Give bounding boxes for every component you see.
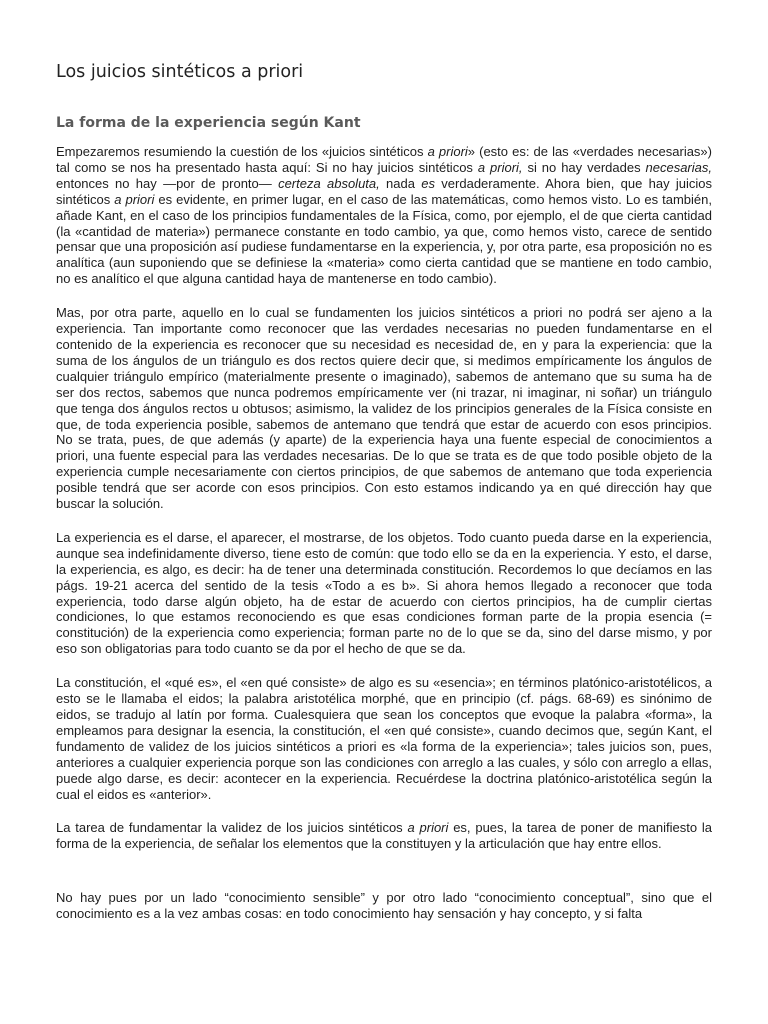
text-run: Mas, por otra parte, aquello en lo cual se fundamenten los juicios sintéticos a priori no podrá ser ajeno a la experiencia. Tan importante como reconocer que las verdades necesarias no pueden fundamentarse en el contenido de la experiencia es reconocer que su necesidad es necesidad de, en y para la experiencia: que la suma de los ángulos de un triángulo es dos rectos quiere decir que, si medimos empíricamente los ángulos de cualquier triángulo empírico (materialmente presente o imaginado), sabemos de antemano que su suma ha de ser dos rectos, sabemos que nunca podremos empíricamente ver (ni trazar, ni imaginar, ni soñar) un triángulo que tenga dos ángulos rectos u obtusos; asimismo, la validez de los principios generales de la Física consiste en que, de toda experiencia posible, sabemos de antemano que tendrá que estar de acuerdo con esos principios. No se trata, pues, de que además (y aparte) de la experiencia haya una fuente especial de conocimientos a priori, una fuente especial para las verdades necesarias. De lo que se trata es de que todo posible objeto de la experiencia cumple necesariamente con ciertos principios, de que sabemos de antemano que toda experiencia posible tendrá que ser acorde con esos principios. Con esto estamos indicando ya en qué dirección hay que buscar la solución. bbox=[56, 305, 712, 512]
paragraph bbox=[56, 675, 712, 802]
text-run: es, pues, la tarea de poner de manifiesto la forma de la experiencia, de señalar los elementos que la constituyen y la articulación que hay entre ellos. bbox=[56, 820, 712, 852]
italic-text: a priori bbox=[407, 820, 449, 836]
italic-text: es bbox=[421, 175, 435, 191]
italic-text: a priori bbox=[114, 191, 155, 207]
text-run: » (esto es: de las «verdades necesarias») tal como se nos ha presentado hasta aquí: Si no hay juicios sintéticos bbox=[56, 144, 712, 175]
paragraph bbox=[56, 820, 712, 852]
text-run: Empezaremos resumiendo la cuestión de los «juicios sintéticos bbox=[56, 144, 428, 159]
section-heading: La forma de la experiencia según Kant bbox=[56, 115, 361, 131]
text-run: verdaderamente. Ahora bien, que hay juicios sintéticos bbox=[56, 175, 712, 207]
text-run: nada bbox=[379, 175, 422, 191]
italic-text: a priori bbox=[427, 144, 468, 159]
text-run: No hay pues por un lado “conocimiento sensible” y por otro lado “conocimiento conceptual”, sino que el conocimiento es a la vez ambas cosas: en todo conocimiento hay sensación y hay concepto, y si falta bbox=[56, 890, 712, 922]
paragraph bbox=[56, 144, 712, 287]
text-run: La experiencia es el darse, el aparecer, el mostrarse, de los objetos. Todo cuanto pueda darse en la experiencia, aunque sea indefinidamente diverso, tiene esto de común: que todo ello se da en la experiencia. Y esto, el darse, la experiencia, es algo, es decir: ha de tener una determinada constitución. Recordemos lo que decíamos en las págs. 19-21 acerca del sentido de la tesis «Todo a es b». Si ahora hemos llegado a reconocer que toda experiencia, todo darse algún objeto, ha de estar de acuerdo con ciertos principios, ha de cumplir ciertas condiciones, lo que estamos reconociendo es que esas condiciones forman parte de la propia esencia (= constitución) de la experiencia como experiencia; forman parte no de lo que se da, sino del darse mismo, y por eso son obligatorias para todo cuanto se da por el hecho de que se da. bbox=[56, 529, 712, 657]
paragraph bbox=[56, 305, 712, 512]
italic-text: necesarias, bbox=[645, 159, 712, 175]
text-run: entonces no hay —por de pronto— bbox=[56, 175, 279, 191]
document-title: Los juicios sintéticos a priori bbox=[56, 62, 304, 82]
text-run: es evidente, en primer lugar, en el caso de las matemáticas, como hemos visto. Lo es también, añade Kant, en el caso de los principios fundamentales de la Física, como, por ejemplo, el de que cierta cantidad (la «cantidad de materia») permanece constante en todo cambio, ya que, como hemos visto, carece de sentido pensar que una proposición así pudiese fundamentarse en la experiencia, y, por otra parte, esa proposición no es analítica (aun suponiendo que se definiese la «materia» como cierta cantidad que se mantiene en todo cambio, no es analítico el que alguna cantidad haya de mantenerse en todo cambio). bbox=[56, 191, 712, 287]
document-body bbox=[56, 144, 712, 940]
text-run: La tarea de fundamentar la validez de los juicios sintéticos bbox=[56, 820, 408, 836]
paragraph bbox=[56, 890, 712, 922]
paragraph bbox=[56, 530, 712, 657]
italic-text: certeza absoluta, bbox=[278, 175, 380, 191]
text-run: La constitución, el «qué es», el «en qué consiste» de algo es su «esencia»; en términos platónico-aristotélicos, a esto se le llamaba el eidos; la palabra aristotélica morphé, que en principio (cf. págs. 68-69) es sinónimo de eidos, se tradujo al latín por forma. Cualesquiera que sean los conceptos que evoque la palabra «forma», la empleamos para designar la esencia, la constitución, el «en qué consiste», cuando decimos que, según Kant, el fundamento de validez de los juicios sintéticos a priori es «la forma de la experiencia»; tales juicios son, pues, anteriores a cualquier experiencia porque son las condiciones con arreglo a las cuales, y sólo con arreglo a ellas, puede algo darse, es decir: acontecer en la experiencia. Recuérdese la doctrina platónico-aristotélica según la cual el eidos es «anterior». bbox=[56, 675, 712, 802]
text-run: si no hay verdades bbox=[522, 159, 646, 175]
italic-text: a priori, bbox=[477, 159, 523, 175]
